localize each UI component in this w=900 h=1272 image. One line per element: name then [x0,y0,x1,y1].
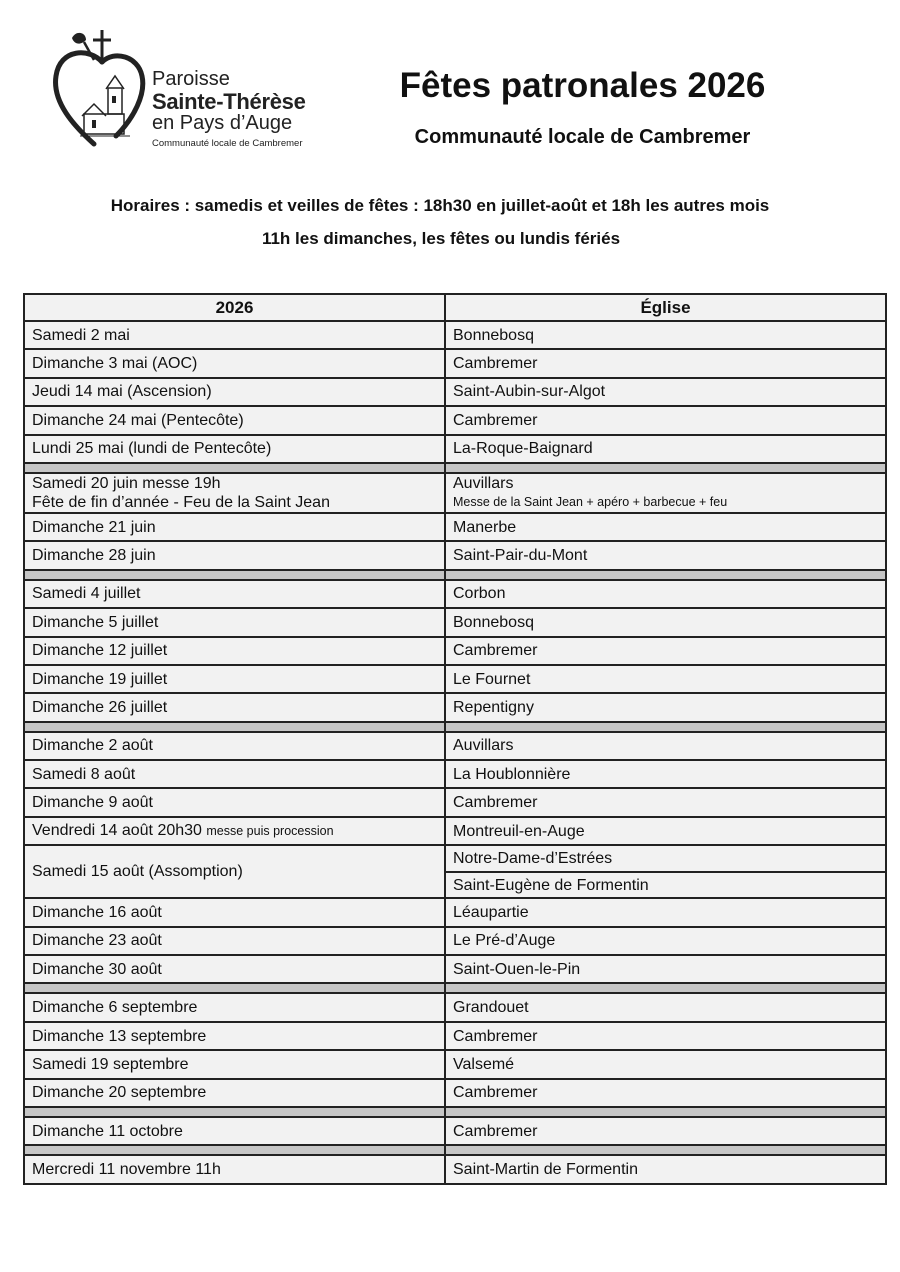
date-cell: Samedi 19 septembre [24,1050,445,1078]
date-line-2: Fête de fin d’année - Feu de la Saint Jean [32,493,330,511]
column-header-church: Église [445,294,886,321]
date-cell: Dimanche 23 août [24,927,445,955]
date-cell: Dimanche 21 juin [24,513,445,541]
date-cell: Dimanche 28 juin [24,541,445,569]
church-cell: La-Roque-Baignard [445,435,886,463]
table-row [24,993,886,1021]
table-row [24,665,886,693]
date-cell: Dimanche 11 octobre [24,1117,445,1145]
church-cell: Cambremer [445,1079,886,1107]
month-separator [24,1145,886,1155]
church-name: Auvillars [453,474,514,492]
date-cell: Jeudi 14 mai (Ascension) [24,378,445,406]
date-cell [24,473,445,513]
month-separator [24,983,886,993]
date-cell: Dimanche 26 juillet [24,693,445,721]
church-cell: Cambremer [445,1117,886,1145]
date-line-1: Samedi 20 juin messe 19h [32,474,221,492]
parish-logo [50,26,330,151]
date-cell: Lundi 25 mai (lundi de Pentecôte) [24,435,445,463]
date-cell: Dimanche 12 juillet [24,637,445,665]
date-cell: Dimanche 3 mai (AOC) [24,349,445,377]
church-cell: Cambremer [445,637,886,665]
date-cell: Samedi 15 août (Assomption) [24,845,445,898]
month-separator [24,570,886,580]
church-cell: Cambremer [445,1022,886,1050]
church-cell: Saint-Martin de Formentin [445,1155,886,1183]
heart-church-cross-logo-icon [50,26,150,151]
hours-line-2: 11h les dimanches, les fêtes ou lundis fériés [261,229,621,248]
page-subtitle: Communauté locale de Cambremer [414,126,751,148]
date-cell: Dimanche 5 juillet [24,608,445,636]
church-cell: Saint-Pair-du-Mont [445,541,886,569]
logo-sainte-therese-text: Sainte-Thérèse [152,89,306,114]
table-row [24,817,886,845]
church-cell: Auvillars [445,732,886,760]
church-note: Messe de la Saint Jean + apéro + barbecue + feu [453,494,728,509]
table-row [24,955,886,983]
table-row [24,321,886,349]
table-row [24,693,886,721]
schedule-table [23,293,887,1185]
table-row [24,378,886,406]
church-cell: Cambremer [445,788,886,816]
logo-paroisse-text: Paroisse [152,68,230,90]
table-row [24,760,886,788]
church-cell: La Houblonnière [445,760,886,788]
table-row [24,927,886,955]
date-cell: Dimanche 20 septembre [24,1079,445,1107]
table-row [24,898,886,926]
date-text: Vendredi 14 août 20h30 [32,822,202,840]
church-cell: Le Fournet [445,665,886,693]
date-cell: Dimanche 6 septembre [24,993,445,1021]
date-cell: Dimanche 13 septembre [24,1022,445,1050]
table-row [24,732,886,760]
table-row [24,1117,886,1145]
church-cell: Valsemé [445,1050,886,1078]
church-cell: Le Pré-d’Auge [445,927,886,955]
church-cell: Bonnebosq [445,608,886,636]
date-cell: Samedi 4 juillet [24,580,445,608]
hours-line-1: Horaires : samedis et veilles de fêtes : 18h30 en juillet-août et 18h les autres mois [110,196,770,215]
date-cell: Dimanche 24 mai (Pentecôte) [24,406,445,434]
logo-community-text: Communauté locale de Cambremer [152,138,303,149]
date-cell: Dimanche 2 août [24,732,445,760]
table-row [24,473,886,513]
date-cell: Dimanche 30 août [24,955,445,983]
church-cell: Montreuil-en-Auge [445,817,886,845]
table-row [24,541,886,569]
church-cell: Corbon [445,580,886,608]
church-cell: Cambremer [445,406,886,434]
table-row [24,788,886,816]
month-separator [24,1107,886,1117]
date-cell: Samedi 8 août [24,760,445,788]
table-row [24,1079,886,1107]
table-row [24,845,886,872]
church-cell: Saint-Eugène de Formentin [445,872,886,899]
date-cell: Dimanche 9 août [24,788,445,816]
table-header-row [24,294,886,321]
church-cell: Saint-Ouen-le-Pin [445,955,886,983]
church-cell: Saint-Aubin-sur-Algot [445,378,886,406]
table-row [24,513,886,541]
table-row [24,1155,886,1183]
date-cell [24,817,445,845]
month-separator [24,463,886,473]
church-cell: Repentigny [445,693,886,721]
church-cell [445,473,886,513]
table-row [24,349,886,377]
page-title: Fêtes patronales 2026 [399,66,766,105]
date-cell: Samedi 2 mai [24,321,445,349]
date-note: messe puis procession [206,824,334,839]
church-cell: Manerbe [445,513,886,541]
table-row [24,637,886,665]
table-row [24,580,886,608]
month-separator [24,722,886,732]
date-cell: Dimanche 19 juillet [24,665,445,693]
church-cell: Cambremer [445,349,886,377]
church-cell: Notre-Dame-d’Estrées [445,845,886,872]
church-cell: Grandouet [445,993,886,1021]
church-cell: Léaupartie [445,898,886,926]
table-row [24,608,886,636]
table-row [24,1022,886,1050]
church-cell: Bonnebosq [445,321,886,349]
table-row [24,1050,886,1078]
table-row [24,406,886,434]
logo-pays-dauge-text: en Pays d’Auge [152,112,293,134]
table-row [24,435,886,463]
date-cell: Mercredi 11 novembre 11h [24,1155,445,1183]
date-cell: Dimanche 16 août [24,898,445,926]
column-header-date: 2026 [24,294,445,321]
